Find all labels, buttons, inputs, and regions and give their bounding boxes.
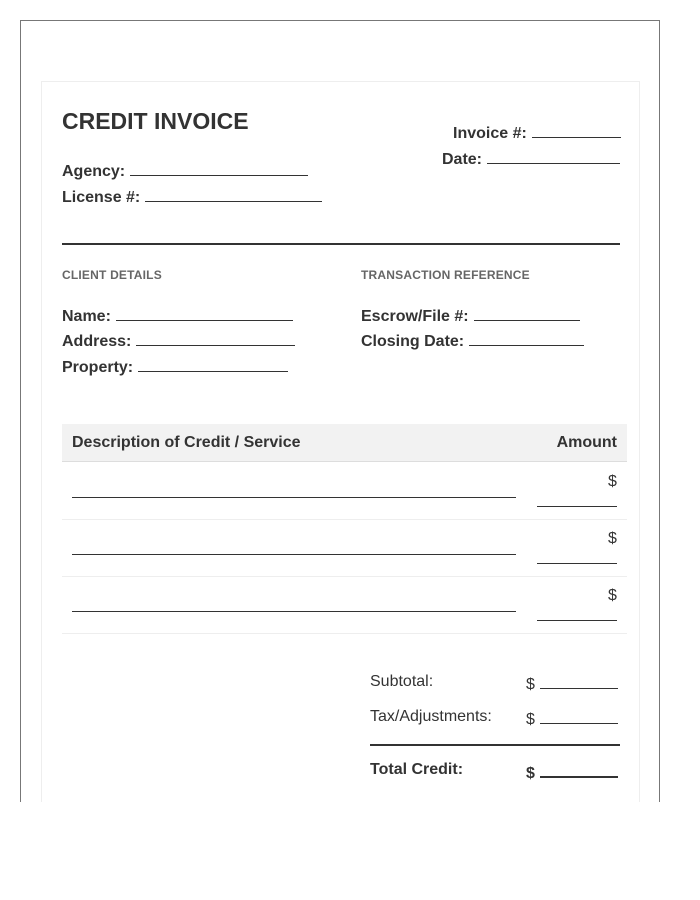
totals-divider <box>370 744 620 746</box>
closing-date-label: Closing Date: <box>361 333 465 350</box>
amount-line[interactable] <box>537 620 617 621</box>
license-field[interactable] <box>62 186 322 207</box>
row-divider <box>62 576 627 577</box>
license-label: License #: <box>62 189 141 206</box>
description-line[interactable] <box>72 497 516 498</box>
closing-date-field[interactable] <box>361 330 584 351</box>
tax-blank[interactable] <box>540 708 618 724</box>
client-address-field[interactable] <box>62 330 295 351</box>
transaction-reference-heading: TRANSACTION REFERENCE <box>361 268 530 282</box>
amount-line[interactable] <box>537 563 617 564</box>
escrow-blank[interactable] <box>474 305 580 321</box>
agency-label: Agency: <box>62 163 126 180</box>
amount-line[interactable] <box>537 506 617 507</box>
client-property-label: Property: <box>62 359 134 376</box>
description-line[interactable] <box>72 554 516 555</box>
currency-symbol: $ <box>608 530 617 547</box>
date-field[interactable] <box>442 148 620 169</box>
invoice-title: CREDIT INVOICE <box>62 108 249 134</box>
total-credit-label: Total Credit: <box>370 761 464 778</box>
currency-symbol: $ <box>608 473 617 490</box>
subtotal-label: Subtotal: <box>370 673 434 690</box>
license-blank[interactable] <box>145 186 322 202</box>
total-credit-field[interactable] <box>526 761 618 783</box>
client-address-blank[interactable] <box>136 330 295 346</box>
table-header <box>62 424 627 462</box>
currency-symbol: $ <box>608 587 617 604</box>
row-divider <box>62 633 627 634</box>
description-line[interactable] <box>72 611 516 612</box>
invoice-number-label: Invoice #: <box>453 125 527 142</box>
invoice-number-field[interactable] <box>453 122 621 143</box>
client-details-heading: CLIENT DETAILS <box>62 268 162 282</box>
date-blank[interactable] <box>487 148 620 164</box>
header-divider <box>62 243 620 245</box>
client-property-field[interactable] <box>62 356 288 377</box>
date-label: Date: <box>442 151 483 168</box>
tax-adjustments-label: Tax/Adjustments: <box>370 708 492 725</box>
closing-date-blank[interactable] <box>469 330 584 346</box>
subtotal-blank[interactable] <box>540 673 618 689</box>
escrow-field[interactable] <box>361 305 580 326</box>
subtotal-field[interactable] <box>526 673 618 694</box>
tax-currency: $ <box>526 711 535 728</box>
row-divider <box>62 519 627 520</box>
client-address-label: Address: <box>62 333 132 350</box>
amount-column-header: Amount <box>556 434 617 451</box>
agency-blank[interactable] <box>130 160 308 176</box>
client-property-blank[interactable] <box>138 356 288 372</box>
client-name-field[interactable] <box>62 305 293 326</box>
invoice-number-blank[interactable] <box>532 122 621 138</box>
client-name-blank[interactable] <box>116 305 293 321</box>
agency-field[interactable] <box>62 160 308 181</box>
total-currency: $ <box>526 765 535 782</box>
client-name-label: Name: <box>62 308 111 325</box>
subtotal-currency: $ <box>526 676 535 693</box>
description-column-header: Description of Credit / Service <box>72 434 301 451</box>
escrow-label: Escrow/File #: <box>361 308 469 325</box>
total-credit-blank[interactable] <box>540 761 618 778</box>
tax-adjustments-field[interactable] <box>526 708 618 729</box>
